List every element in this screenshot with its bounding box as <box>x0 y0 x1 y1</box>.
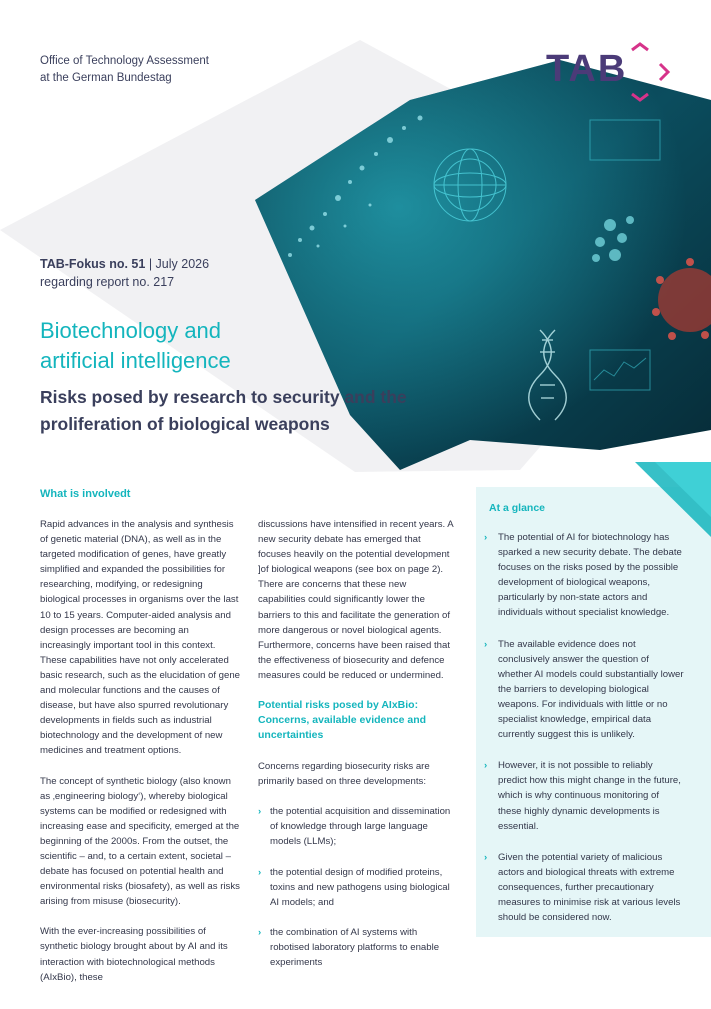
at-a-glance-title: At a glance <box>489 502 546 514</box>
list-item <box>258 804 456 849</box>
column-1 <box>40 487 240 1000</box>
list-item <box>484 637 684 743</box>
list-item <box>484 758 684 833</box>
at-a-glance-list <box>484 530 684 941</box>
document-subtitle <box>40 384 460 438</box>
glance-corner-decoration <box>635 462 711 537</box>
list-item-text: The available evidence does not conclusively answer the question of whether AI models could substantially lower the barriers to developing biological weapons. For individuals with little or no specialist knowledge, empirical data currently suggest this is unlikely. <box>498 638 684 741</box>
chevron-right-icon: › <box>484 638 488 650</box>
office-line-1: Office of Technology Assessment <box>40 55 209 67</box>
list-item <box>484 850 684 925</box>
paragraph: discussions have intensified in recent years. A new security debate has emerged that focuses heavily on the potential development ]of biological weapons (see box on page 2). There are concerns that these new capabilities could significantly lower the barriers to this and facilitate the generation of more dangerous or novel biological agents. Furthermore, concerns have been raised that the effectiveness of biosecurity and defence measures could be reduced or undermined. <box>258 519 454 681</box>
tab-logo <box>546 42 676 102</box>
section-heading-risks: Potential risks posed by AIxBio: Concerns, available evidence and uncertainties <box>258 699 427 742</box>
paragraph: The concept of synthetic biology (also known as ‚engineering biology‘), whereby biological systems can be modified or redesigned with increasing ease and specificity, emerged at the beginning of the 2000s. From the outset, the scientific – and, to a certain extent, societal – debate has focused on potential health and environmental risks (biosafety), as well as risks arising from misuse (biosecurity). <box>40 775 240 908</box>
title-line-1: Biotechnology and <box>40 318 222 343</box>
list-item <box>258 925 456 970</box>
paragraph: Rapid advances in the analysis and synthesis of genetic material (DNA), as well as in the targeted modification of genes, have greatly simplified and expanded the possibilities for researching, modifying, or redesigning biological processes in organisms over the last 10 to 15 years. Computer-aided analysis and design processes are becoming an increasingly important tool in this context. These capabilities have not only accelerated basic research, such as the elucidation of gene and molecular functions and the causes of disease, but have also spurred revolutionary developments in fields such as industrial biotechnology and the development of new medicines and treatment options. <box>40 519 240 757</box>
chevron-right-icon: › <box>484 760 488 772</box>
list-item-text: the potential design of modified proteins, toxins and new pathogens using biological AI models; and <box>270 866 450 908</box>
paragraph: With the ever-increasing possibilities of synthetic biology brought about by AI and its interaction with biotechnological methods (AIxBio), these <box>40 926 228 983</box>
report-line: regarding report no. 217 <box>40 275 175 289</box>
list-item <box>258 865 456 910</box>
chevron-right-icon: › <box>484 851 488 863</box>
chevron-right-icon: › <box>258 926 262 938</box>
logo-text: TAB <box>546 48 628 90</box>
subtitle-line-1: Risks posed by research to security and the <box>40 387 407 407</box>
focus-date: | July 2026 <box>145 257 210 271</box>
list-item-text: Given the potential variety of malicious actors and biological threats with extreme consequences, further precautionary measures to minimise risk at various levels should be considered now. <box>498 851 681 924</box>
risk-list <box>258 804 456 970</box>
focus-label: TAB-Fokus no. 51 <box>40 257 146 271</box>
list-item <box>484 530 684 621</box>
column-2 <box>258 517 456 985</box>
office-line-2: at the German Bundestag <box>40 72 172 84</box>
chevron-right-icon: › <box>484 532 488 543</box>
chevron-right-icon: › <box>258 806 262 818</box>
list-item-text: the combination of AI systems with robotised laboratory platforms to enable experiments <box>270 926 440 968</box>
paragraph: Concerns regarding biosecurity risks are primarily based on three developments: <box>258 761 430 788</box>
logo-bracket-icon <box>624 42 674 102</box>
issue-info <box>40 255 209 291</box>
list-item-text: the potential acquisition and dissemination of knowledge through large language models (LLMs); <box>270 806 451 848</box>
section-heading-involved: What is involvedt <box>40 488 131 500</box>
list-item-text: The potential of AI for biotechnology has sparked a new security debate. The debate focuses on the risks posed by the possible development of biological weapons, particularly by non-state actors and individuals without specialist knowledge. <box>498 532 682 619</box>
office-name <box>40 53 209 87</box>
document-title <box>40 316 231 376</box>
chevron-right-icon: › <box>258 866 262 878</box>
title-line-2: artificial intelligence <box>40 348 231 373</box>
list-item-text: However, it is not possible to reliably predict how this might change in the future, which is why continuous monitoring of these highly dynamic developments is essential. <box>498 760 681 832</box>
subtitle-line-2: proliferation of biological weapons <box>40 414 330 434</box>
